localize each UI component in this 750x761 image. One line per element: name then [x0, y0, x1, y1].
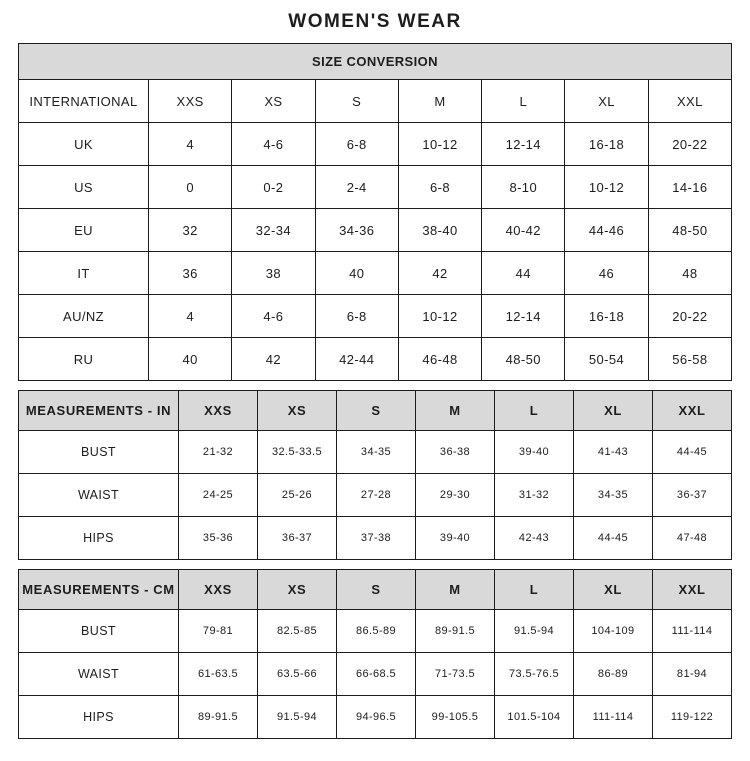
- table-cell: 12-14: [482, 123, 565, 166]
- table-cell: 29-30: [416, 474, 495, 517]
- table-cell: 104-109: [574, 610, 653, 653]
- row-label: US: [19, 166, 149, 209]
- table-cell: 79-81: [179, 610, 258, 653]
- column-header: L: [482, 80, 565, 123]
- row-label: HIPS: [19, 696, 179, 739]
- column-header: XXL: [653, 391, 732, 431]
- table-cell: 4-6: [232, 123, 315, 166]
- table-row: [19, 610, 732, 653]
- table-row: [19, 431, 732, 474]
- column-header: S: [337, 391, 416, 431]
- column-header: L: [495, 391, 574, 431]
- table-cell: 89-91.5: [416, 610, 495, 653]
- table-cell: 34-35: [337, 431, 416, 474]
- table-cell: 99-105.5: [416, 696, 495, 739]
- table-cell: 10-12: [398, 295, 481, 338]
- table-cell: 16-18: [565, 123, 648, 166]
- table-cell: 44: [482, 252, 565, 295]
- table-cell: 73.5-76.5: [495, 653, 574, 696]
- column-header: XL: [574, 391, 653, 431]
- table-cell: 44-45: [653, 431, 732, 474]
- table-cell: 38: [232, 252, 315, 295]
- column-header: XXL: [653, 570, 732, 610]
- table-cell: 42-43: [495, 517, 574, 560]
- table-cell: 20-22: [648, 295, 731, 338]
- table-cell: 82.5-85: [258, 610, 337, 653]
- table-cell: 40: [149, 338, 232, 381]
- table-cell: 32: [149, 209, 232, 252]
- table-cell: 47-48: [653, 517, 732, 560]
- size-chart-page: [0, 11, 750, 739]
- table-cell: 111-114: [653, 610, 732, 653]
- table-cell: 91.5-94: [495, 610, 574, 653]
- table-cell: 34-35: [574, 474, 653, 517]
- table-cell: 48-50: [648, 209, 731, 252]
- table-cell: 6-8: [398, 166, 481, 209]
- table-cell: 36-37: [653, 474, 732, 517]
- column-header: M: [416, 570, 495, 610]
- row-label: BUST: [19, 431, 179, 474]
- measurements-in-table: [18, 390, 732, 560]
- column-header: XXS: [179, 570, 258, 610]
- table-cell: 89-91.5: [179, 696, 258, 739]
- table-cell: 39-40: [416, 517, 495, 560]
- table-cell: 0: [149, 166, 232, 209]
- table-cell: 21-32: [179, 431, 258, 474]
- row-label: EU: [19, 209, 149, 252]
- table-cell: 101.5-104: [495, 696, 574, 739]
- table-cell: 119-122: [653, 696, 732, 739]
- column-header: MEASUREMENTS - IN: [19, 391, 179, 431]
- row-label: UK: [19, 123, 149, 166]
- column-header: XS: [232, 80, 315, 123]
- row-label: WAIST: [19, 653, 179, 696]
- table-cell: 35-36: [179, 517, 258, 560]
- table-cell: 42: [398, 252, 481, 295]
- column-header: XXL: [648, 80, 731, 123]
- table-cell: 91.5-94: [258, 696, 337, 739]
- table-row: [19, 252, 732, 295]
- table-cell: 20-22: [648, 123, 731, 166]
- table-cell: 25-26: [258, 474, 337, 517]
- row-label: AU/NZ: [19, 295, 149, 338]
- table-cell: 12-14: [482, 295, 565, 338]
- table-cell: 10-12: [398, 123, 481, 166]
- row-label: RU: [19, 338, 149, 381]
- size-conversion-banner: SIZE CONVERSION: [19, 44, 732, 80]
- table-cell: 86.5-89: [337, 610, 416, 653]
- table-cell: 61-63.5: [179, 653, 258, 696]
- table-row: [19, 474, 732, 517]
- table-row: [19, 653, 732, 696]
- table-cell: 8-10: [482, 166, 565, 209]
- table-cell: 36: [149, 252, 232, 295]
- size-conversion-table: [18, 43, 732, 381]
- table-cell: 16-18: [565, 295, 648, 338]
- table-cell: 31-32: [495, 474, 574, 517]
- table-cell: 10-12: [565, 166, 648, 209]
- table-row: [19, 209, 732, 252]
- table-cell: 42-44: [315, 338, 398, 381]
- column-header: MEASUREMENTS - CM: [19, 570, 179, 610]
- table-cell: 14-16: [648, 166, 731, 209]
- table-cell: 46-48: [398, 338, 481, 381]
- column-header: XL: [574, 570, 653, 610]
- table-cell: 50-54: [565, 338, 648, 381]
- column-header: M: [416, 391, 495, 431]
- table-cell: 24-25: [179, 474, 258, 517]
- table-row: [19, 338, 732, 381]
- table-cell: 94-96.5: [337, 696, 416, 739]
- table-cell: 44-46: [565, 209, 648, 252]
- row-label: IT: [19, 252, 149, 295]
- table-cell: 32.5-33.5: [258, 431, 337, 474]
- table-cell: 48: [648, 252, 731, 295]
- column-header: XXS: [179, 391, 258, 431]
- table-row: [19, 166, 732, 209]
- table-cell: 0-2: [232, 166, 315, 209]
- table-cell: 34-36: [315, 209, 398, 252]
- table-cell: 44-45: [574, 517, 653, 560]
- table-cell: 36-37: [258, 517, 337, 560]
- table-cell: 6-8: [315, 295, 398, 338]
- table-cell: 32-34: [232, 209, 315, 252]
- column-header: XS: [258, 391, 337, 431]
- table-cell: 56-58: [648, 338, 731, 381]
- table-cell: 71-73.5: [416, 653, 495, 696]
- table-cell: 86-89: [574, 653, 653, 696]
- table-row: [19, 696, 732, 739]
- table-cell: 2-4: [315, 166, 398, 209]
- table-cell: 38-40: [398, 209, 481, 252]
- column-header: INTERNATIONAL: [19, 80, 149, 123]
- page-title: WOMEN'S WEAR: [288, 11, 462, 32]
- table-cell: 40-42: [482, 209, 565, 252]
- row-label: BUST: [19, 610, 179, 653]
- table-cell: 39-40: [495, 431, 574, 474]
- column-header: S: [337, 570, 416, 610]
- column-header: S: [315, 80, 398, 123]
- table-cell: 4-6: [232, 295, 315, 338]
- table-row: [19, 123, 732, 166]
- row-label: WAIST: [19, 474, 179, 517]
- table-cell: 4: [149, 295, 232, 338]
- table-cell: 40: [315, 252, 398, 295]
- column-header: XS: [258, 570, 337, 610]
- table-cell: 111-114: [574, 696, 653, 739]
- measurements-cm-table: [18, 569, 732, 739]
- table-cell: 66-68.5: [337, 653, 416, 696]
- column-header: L: [495, 570, 574, 610]
- table-cell: 48-50: [482, 338, 565, 381]
- table-cell: 46: [565, 252, 648, 295]
- table-cell: 42: [232, 338, 315, 381]
- table-cell: 4: [149, 123, 232, 166]
- table-cell: 63.5-66: [258, 653, 337, 696]
- table-cell: 36-38: [416, 431, 495, 474]
- table-cell: 81-94: [653, 653, 732, 696]
- column-header: M: [398, 80, 481, 123]
- row-label: HIPS: [19, 517, 179, 560]
- table-row: [19, 517, 732, 560]
- table-row: [19, 295, 732, 338]
- table-cell: 27-28: [337, 474, 416, 517]
- table-cell: 41-43: [574, 431, 653, 474]
- table-cell: 6-8: [315, 123, 398, 166]
- column-header: XL: [565, 80, 648, 123]
- table-cell: 37-38: [337, 517, 416, 560]
- column-header: XXS: [149, 80, 232, 123]
